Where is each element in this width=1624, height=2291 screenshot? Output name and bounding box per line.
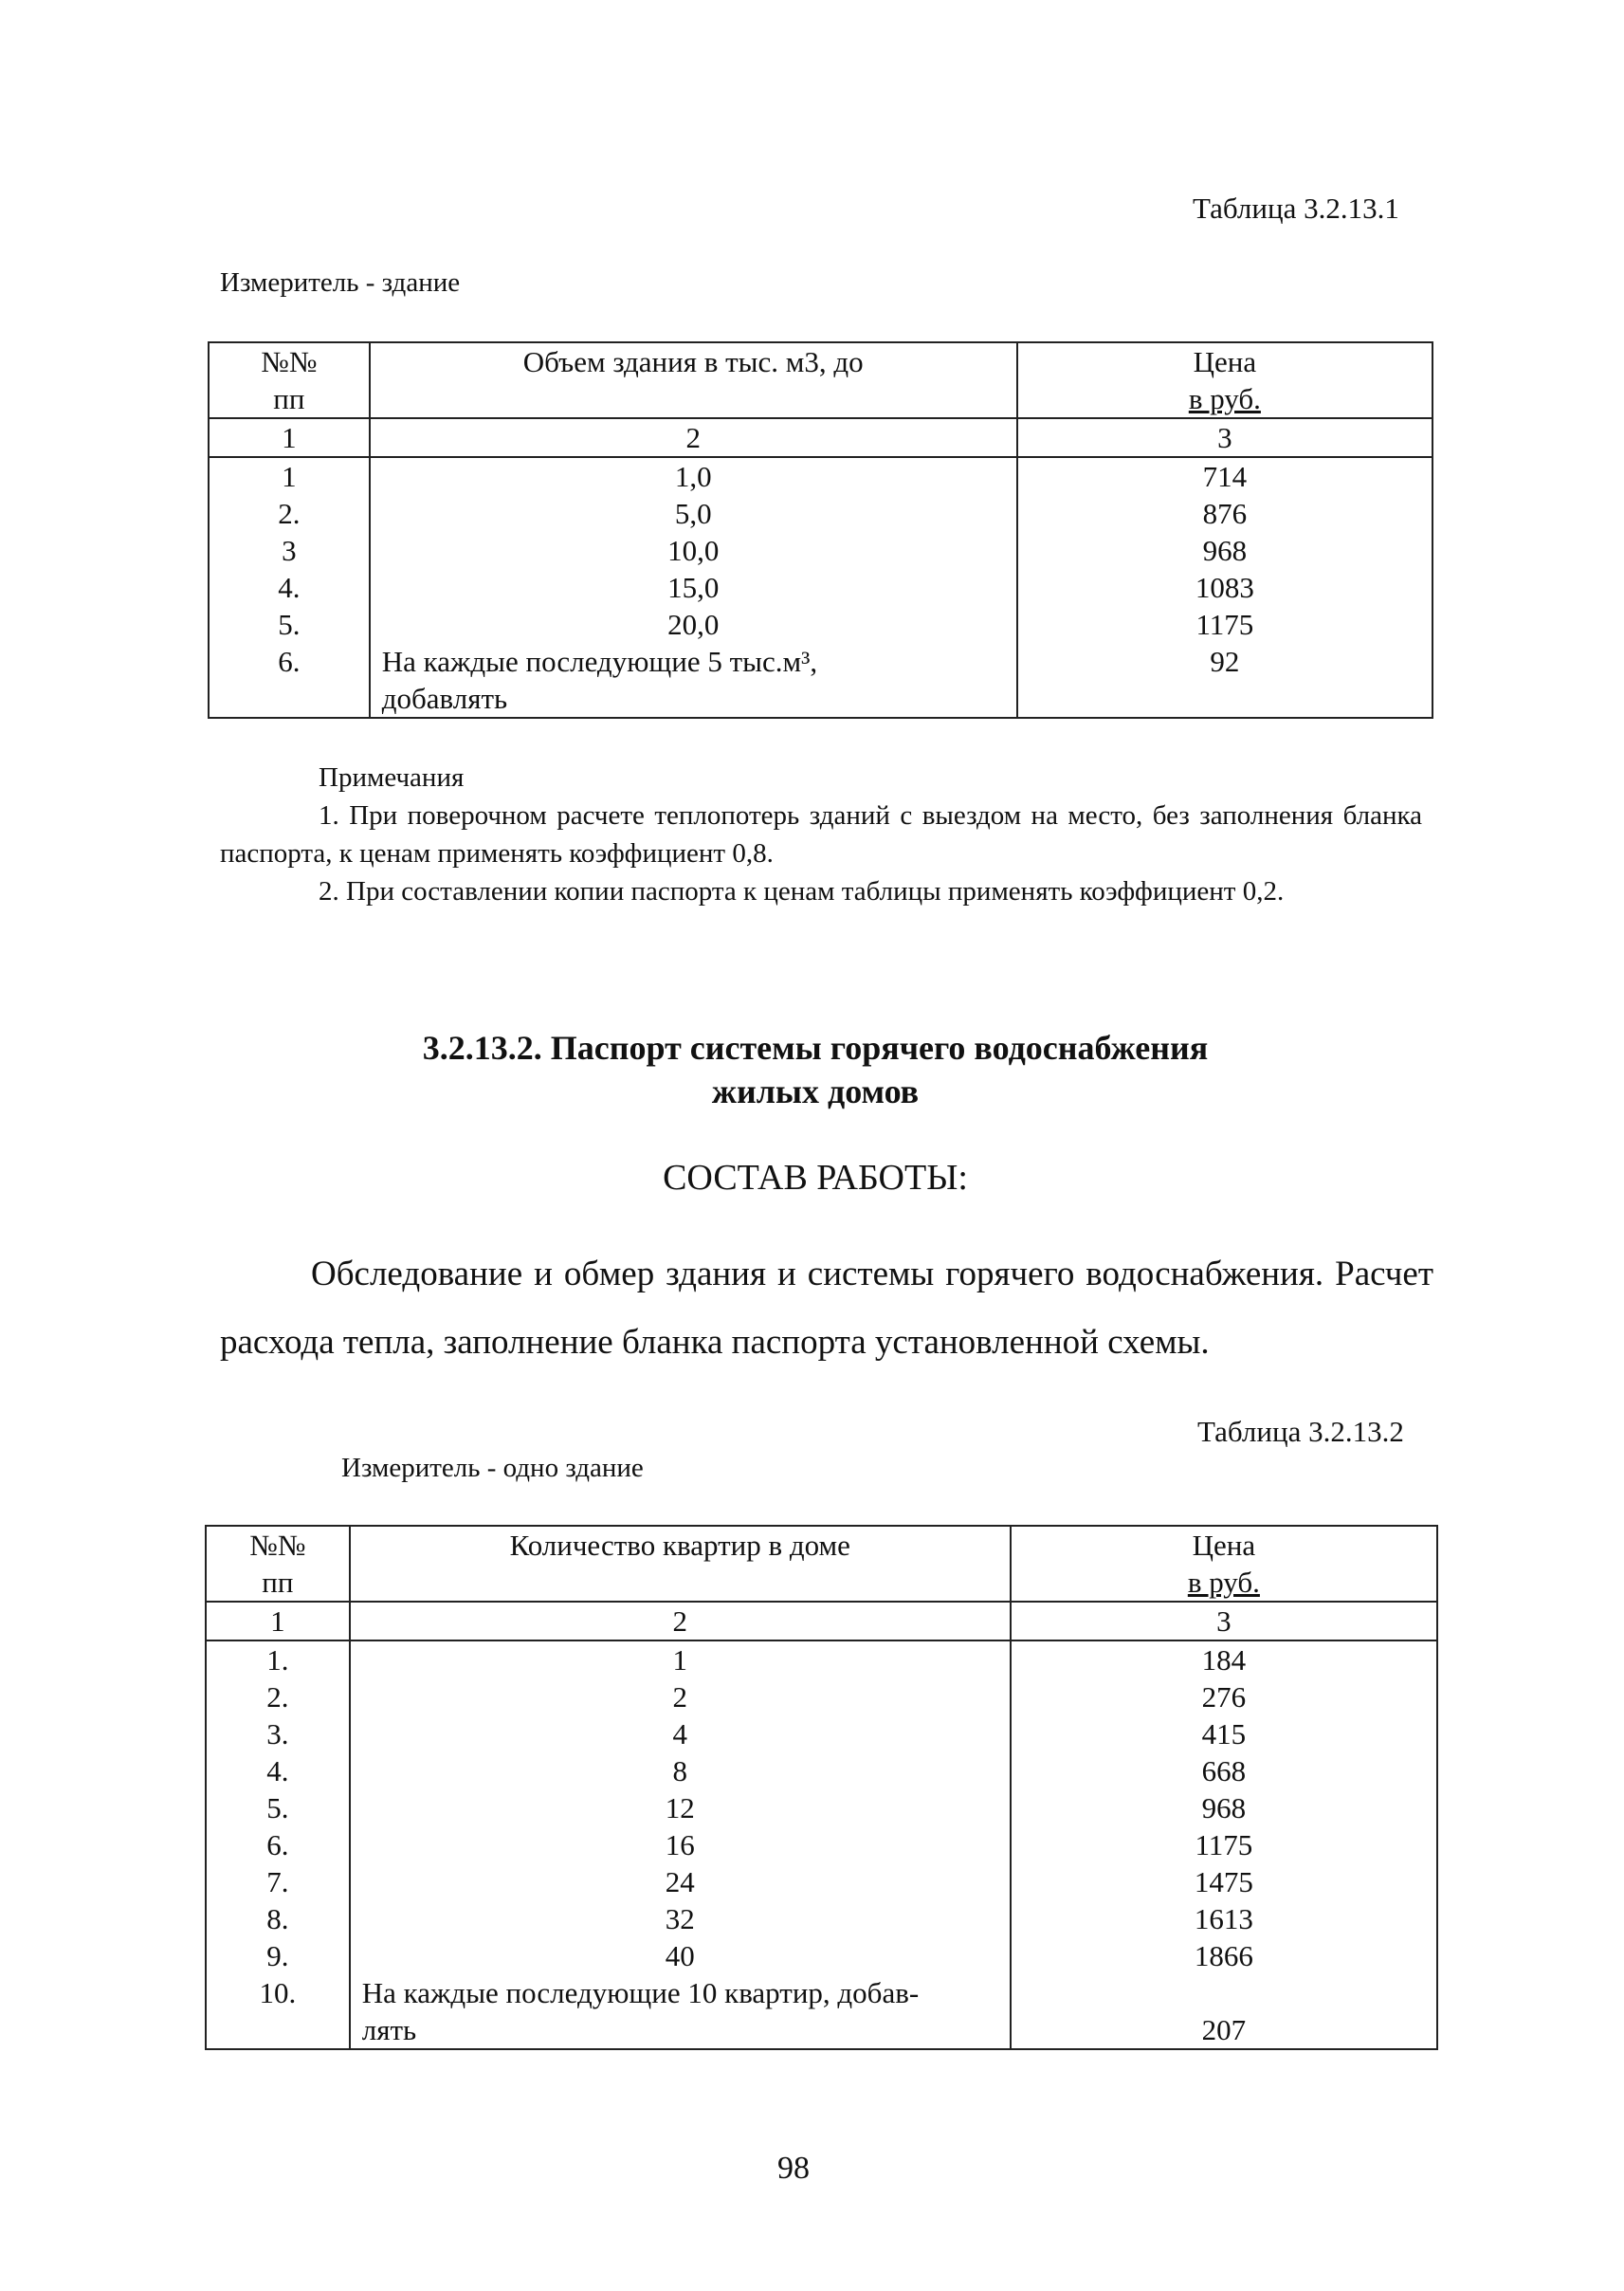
- header-num-line1: №№: [249, 1529, 306, 1562]
- note-1: 1. При поверочном расчете теплопотерь зданий с выездом на место, без заполнения бланка паспорта, к ценам применять коэффициент 0,8.: [220, 800, 1422, 869]
- row-number: 6.: [206, 1826, 350, 1863]
- table-2-header-num: [206, 1526, 350, 1602]
- header-price-line2: в руб.: [1188, 382, 1261, 415]
- row-price: 1175: [1017, 606, 1432, 643]
- row-apartments: 40: [350, 1937, 1011, 1974]
- col-number: 1: [209, 418, 370, 457]
- table-2-header-row: [206, 1526, 1437, 1602]
- table-row: [206, 1900, 1437, 1937]
- section-title: [284, 1026, 1346, 1113]
- row-apartments: 12: [350, 1789, 1011, 1826]
- row-price: 415: [1011, 1715, 1437, 1752]
- row-price: 92: [1017, 643, 1432, 718]
- row-apartments: 8: [350, 1752, 1011, 1789]
- row-apartments-line2: лять: [361, 2013, 417, 2046]
- table-row: [206, 1752, 1437, 1789]
- table-row: [206, 1826, 1437, 1863]
- row-volume: 20,0: [370, 606, 1017, 643]
- row-number: 9.: [206, 1937, 350, 1974]
- row-apartments: 4: [350, 1715, 1011, 1752]
- table-2-label: Таблица 3.2.13.2: [1197, 1415, 1404, 1448]
- work-composition-body: Обследование и обмер здания и системы горячего водоснабжения. Расчет расхода тепла, заполнение бланка паспорта установленной схемы.: [220, 1255, 1433, 1362]
- row-number: 8.: [206, 1900, 350, 1937]
- row-number: 2.: [206, 1678, 350, 1715]
- table-1-header-price: [1017, 342, 1432, 418]
- table-2-header-price: [1011, 1526, 1437, 1602]
- row-price: 184: [1011, 1640, 1437, 1678]
- row-price: 1083: [1017, 569, 1432, 606]
- row-price: 1475: [1011, 1863, 1437, 1900]
- table-row: [206, 1640, 1437, 1678]
- section-title-line2: жилых домов: [711, 1072, 920, 1110]
- row-price: 968: [1017, 532, 1432, 569]
- work-composition-text: [220, 1240, 1433, 1377]
- row-number: 2.: [209, 495, 370, 532]
- row-apartments: 16: [350, 1826, 1011, 1863]
- work-composition-heading: СОСТАВ РАБОТЫ:: [663, 1158, 968, 1198]
- row-volume: 1,0: [370, 457, 1017, 495]
- table-row: [206, 1715, 1437, 1752]
- table-1-header-row: [209, 342, 1432, 418]
- row-price: 1613: [1011, 1900, 1437, 1937]
- header-price-line2: в руб.: [1187, 1566, 1260, 1599]
- row-number: 1.: [206, 1640, 350, 1678]
- row-number: 4.: [206, 1752, 350, 1789]
- notes-heading: Примечания: [319, 762, 465, 793]
- page-number: 98: [777, 2151, 810, 2186]
- row-volume: 5,0: [370, 495, 1017, 532]
- table-row: [209, 643, 1432, 718]
- table-1: [208, 341, 1433, 719]
- header-num-line2: пп: [273, 382, 305, 415]
- table-1-header-volume: Объем здания в тыс. м3, до: [370, 342, 1017, 418]
- table-2: [205, 1525, 1438, 2050]
- table-1-header-num: [209, 342, 370, 418]
- table-row: [209, 532, 1432, 569]
- row-number: 5.: [209, 606, 370, 643]
- col-number: 3: [1017, 418, 1432, 457]
- row-price: 668: [1011, 1752, 1437, 1789]
- table-row: [209, 457, 1432, 495]
- header-price-line1: Цена: [1193, 345, 1257, 378]
- table-row: [206, 1863, 1437, 1900]
- table-2-col-numbers-row: [206, 1602, 1437, 1640]
- row-volume-line1: На каждые последующие 5 тыс.м³,: [381, 645, 818, 678]
- table-2-header-apartments: Количество квартир в доме: [350, 1526, 1011, 1602]
- row-number: 10.: [206, 1974, 350, 2049]
- row-price: 968: [1011, 1789, 1437, 1826]
- table-2-measure: Измеритель - одно здание: [341, 1453, 644, 1483]
- row-apartments: 24: [350, 1863, 1011, 1900]
- row-number: 4.: [209, 569, 370, 606]
- row-price: 207: [1011, 1974, 1437, 2049]
- row-apartments: 32: [350, 1900, 1011, 1937]
- row-apartments: [350, 1974, 1011, 2049]
- row-price: 876: [1017, 495, 1432, 532]
- row-volume: 10,0: [370, 532, 1017, 569]
- table-row: [206, 1678, 1437, 1715]
- section-title-line1: 3.2.13.2. Паспорт системы горячего водоснабжения: [422, 1029, 1209, 1067]
- row-volume: 15,0: [370, 569, 1017, 606]
- row-price: 276: [1011, 1678, 1437, 1715]
- col-number: 3: [1011, 1602, 1437, 1640]
- table-row: [209, 495, 1432, 532]
- table-row: [206, 1789, 1437, 1826]
- table-row: [206, 1974, 1437, 2049]
- row-number: 3.: [206, 1715, 350, 1752]
- row-price: 714: [1017, 457, 1432, 495]
- col-number: 1: [206, 1602, 350, 1640]
- table-row: [209, 606, 1432, 643]
- row-number: 5.: [206, 1789, 350, 1826]
- table-row: [206, 1937, 1437, 1974]
- row-apartments: 2: [350, 1678, 1011, 1715]
- table-1-label: Таблица 3.2.13.1: [1193, 192, 1399, 225]
- row-volume-line2: добавлять: [381, 682, 508, 715]
- row-volume: [370, 643, 1017, 718]
- table-1-measure: Измеритель - здание: [220, 267, 461, 298]
- table-row: [209, 569, 1432, 606]
- header-price-line1: Цена: [1192, 1529, 1256, 1562]
- table-1-col-numbers-row: [209, 418, 1432, 457]
- header-num-line2: пп: [262, 1566, 294, 1599]
- row-apartments-line1: На каждые последующие 10 квартир, добав-: [361, 1976, 920, 2009]
- note-2: 2. При составлении копии паспорта к ценам таблицы применять коэффициент 0,2.: [319, 876, 1285, 907]
- row-price: 1866: [1011, 1937, 1437, 1974]
- row-apartments: 1: [350, 1640, 1011, 1678]
- row-price: 1175: [1011, 1826, 1437, 1863]
- row-number: 7.: [206, 1863, 350, 1900]
- row-number: 1: [209, 457, 370, 495]
- row-number: 6.: [209, 643, 370, 718]
- col-number: 2: [370, 418, 1017, 457]
- notes: [220, 759, 1422, 910]
- col-number: 2: [350, 1602, 1011, 1640]
- row-number: 3: [209, 532, 370, 569]
- header-num-line1: №№: [261, 345, 318, 378]
